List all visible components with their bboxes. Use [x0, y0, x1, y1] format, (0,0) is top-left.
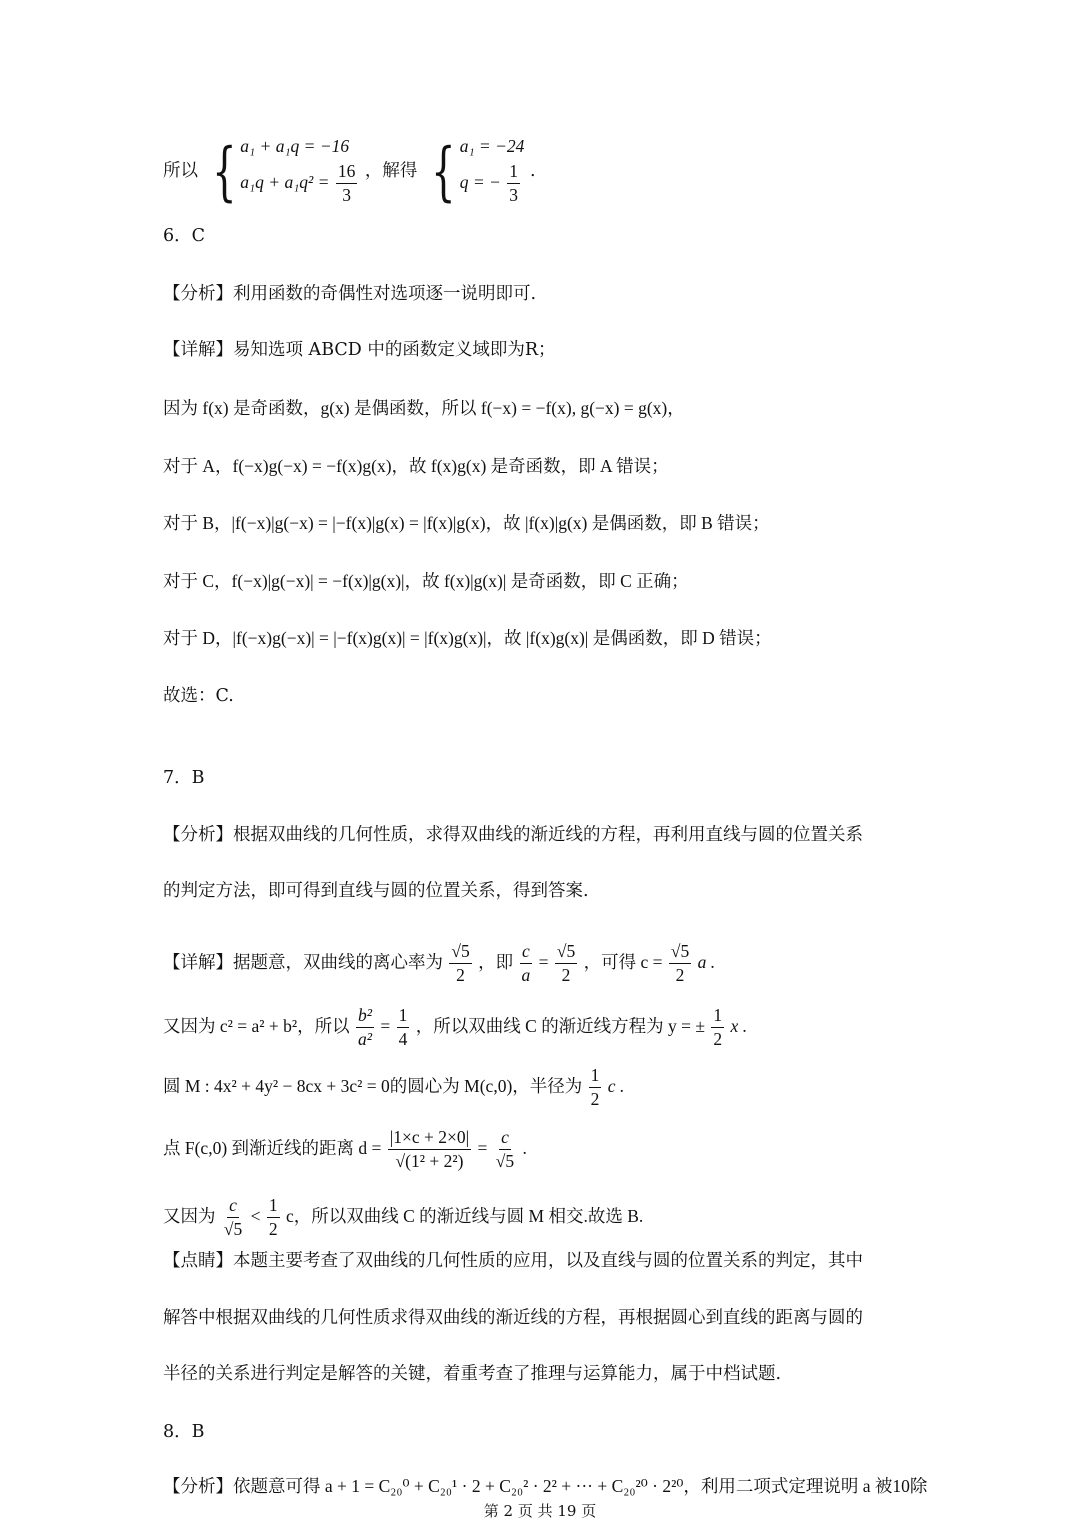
question-number-6: 6．C — [163, 226, 206, 246]
analysis-text: 【分析】利用函数的奇偶性对选项逐一说明即可. — [163, 284, 537, 304]
fraction: $\frac{\text{b²}}{\text{a²}}$ — [358, 1005, 373, 1050]
comment-text: 【点睛】本题主要考查了双曲线的几何性质的应用，以及直线与圆的位置关系的判定，其中 — [163, 1251, 863, 1271]
detail-text: 【详解】易知选项 ABCD 中的函数定义域即为R； — [163, 340, 556, 360]
math-line: 对于 B，|f(−x)|g(−x) = |−f(x)|g(x) = |f(x)|g(x)，故 |f(x)|g(x) 是偶函数，即 B 错误； — [163, 513, 770, 533]
math-line: 因为 f(x) 是奇函数，g(x) 是偶函数，所以 f(−x) = −f(x), g(−x) = g(x)， — [163, 398, 685, 418]
math-line: 【详解】据题意，双曲线的离心率为 $\frac{√5}{2}$ ，即 $\frac{c}{a}$ = $\frac{√5}{2}$ ，可得 c = $\frac{√5}{2}$ a . — [163, 941, 716, 986]
fraction: $\frac{1}{2}$ — [590, 1065, 600, 1110]
fraction: $\frac{1}{4}$ — [398, 1005, 408, 1050]
math-line: 圆 M : 4x² + 4y² − 8cx + 3c² = 0的圆心为 M(c,0)，半径为 $\frac{1}{2}$ c . — [163, 1065, 625, 1110]
equation-system-2 — [423, 134, 525, 209]
analysis-text: 【分析】根据双曲线的几何性质，求得双曲线的渐近线的方程，再利用直线与圆的位置关系 — [163, 825, 863, 845]
fraction: $\frac{c}{√5}$ — [223, 1195, 243, 1240]
question-number-7: 7．B — [163, 768, 205, 788]
fraction: $\frac{√5}{2}$ — [451, 941, 470, 986]
fraction: $\frac{√5}{2}$ — [670, 941, 690, 986]
fraction: $\frac{1}{2}$ — [713, 1005, 723, 1050]
fraction: $\frac{c}{a}$ — [521, 941, 531, 986]
analysis-text: 【分析】依题意可得 a + 1 = C₂₀⁰ + C₂₀¹ · 2 + C₂₀² · 2² + ··· + C₂₀²⁰ · 2²⁰，利用二项式定理说明 a 被10除 — [163, 1476, 928, 1496]
analysis-text-cont: 的判定方法，即可得到直线与圆的位置关系，得到答案. — [163, 881, 589, 901]
comment-text-cont: 解答中根据双曲线的几何性质求得双曲线的渐近线的方程，再根据圆心到直线的距离与圆的 — [163, 1308, 863, 1328]
text-solve: ，解得 — [364, 161, 418, 181]
system-1-row-2: a₁q + a₁q² = $\frac{16}{3}$ — [240, 160, 356, 205]
math-line: 又因为 c² = a² + b²，所以 $\frac{\text{b²}}{\text{a²}}$ = $\frac{1}{4}$ ，所以双曲线 C 的渐近线方程为 y = ± $\frac{1}{2}$ x . — [163, 1005, 748, 1050]
fraction: $\frac{1}{3}$ — [509, 160, 518, 205]
math-line: 对于 C，f(−x)|g(−x)| = −f(x)|g(x)|，故 f(x)|g(x)| 是奇函数，即 C 正确； — [163, 571, 689, 591]
brace-icon: { — [431, 134, 456, 209]
fraction: $\frac{16}{3}$ — [337, 160, 356, 205]
answer-text: 故选：C. — [163, 686, 234, 706]
math-line: 又因为 $\frac{c}{√5}$ < $\frac{1}{2}$ c，所以双曲线 C 的渐近线与圆 M 相交.故选 B. — [163, 1195, 644, 1240]
fraction: $\frac{|1\times c + 2\times 0|}{\text{√(1² + 2²)}}$ — [389, 1127, 470, 1172]
math-line: 对于 A，f(−x)g(−x) = −f(x)g(x)，故 f(x)g(x) 是奇函数，即 A 错误； — [163, 456, 669, 476]
system-2-row-2: q = − $\frac{1}{3}$ — [459, 160, 518, 205]
brace-icon: { — [211, 134, 237, 209]
comment-text-cont: 半径的关系进行判定是解答的关键，着重考查了推理与运算能力，属于中档试题. — [163, 1364, 782, 1384]
page-footer: 第 2 页 共 19 页 — [483, 1502, 597, 1520]
fraction: $\frac{c}{√5}$ — [495, 1127, 515, 1172]
system-1-row-1: a₁ + a₁q = −16 — [240, 136, 350, 156]
math-line: 点 F(c,0) 到渐近线的距离 d = $\frac{|1\times c + 2\times 0|}{\text{√(1² + 2²)}}$ = $\frac{c}{√5}$ . — [163, 1127, 527, 1172]
solution-system-line: 所以 { a₁ + a₁q = −16 a₁q + a₁q² = $\frac{16}{3}$ ，解得 { a₁ = −24 q = − $\frac{1}{3}$ . — [163, 134, 536, 209]
system-2-row-1: a₁ = −24 — [459, 136, 525, 156]
fraction: $\frac{1}{2}$ — [268, 1195, 278, 1240]
math-line: 对于 D，|f(−x)g(−x)| = |−f(x)g(x)| = |f(x)g(x)|，故 |f(x)g(x)| 是偶函数，即 D 错误； — [163, 628, 772, 648]
equation-system-1 — [204, 134, 360, 209]
text-so: 所以 — [163, 161, 198, 181]
question-number-8: 8．B — [163, 1422, 205, 1442]
fraction: $\frac{√5}{2}$ — [556, 941, 576, 986]
